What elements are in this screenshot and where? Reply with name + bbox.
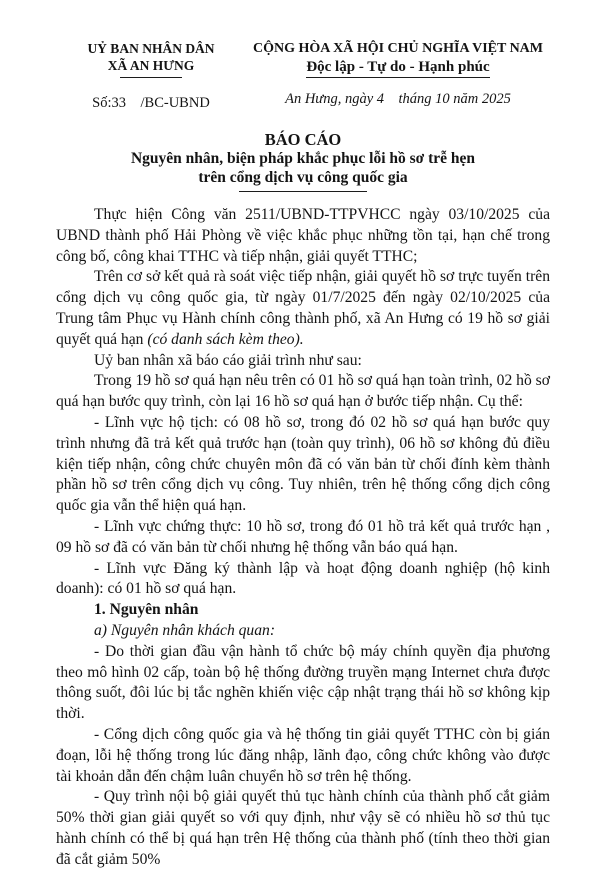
paragraph-field-dang-ky: - Lĩnh vực Đăng ký thành lập và hoạt động doanh nghiệp (hộ kinh doanh): có 01 hồ sơ quá hạn. [56, 559, 550, 598]
doc-subject-line1: Nguyên nhân, biện pháp khắc phục lỗi hồ sơ trễ hẹn [130, 150, 476, 167]
doc-type-title: BÁO CÁO [264, 130, 342, 149]
paragraph-summary: Trong 19 hồ sơ quá hạn nêu trên có 01 hồ sơ quá hạn toàn trình, 02 hồ sơ quá hạn bước quy trình, còn lại 16 hồ sơ quá hạn ở bước tiếp nhận. Cụ thể: [56, 372, 550, 411]
title-underline-rule [239, 191, 367, 192]
paragraph-intro-2-attachment-note: (có danh sách kèm theo). [147, 330, 304, 348]
document-number: Số:33 /BC-UBND [92, 95, 210, 111]
paragraph-cause-3: - Quy trình nội bộ giải quyết thủ tục hành chính của thành phố cắt giảm 50% thời gian giải quyết so với quy định, như vậy sẽ có nhiều hồ sơ thủ tục hành chính có thể bị quá hạn trên Hệ thống của thành phố (tính theo thời gian đã cắt giảm 50% [56, 788, 550, 868]
paragraph-intro-2-main: Trên cơ sở kết quả rà soát việc tiếp nhận, giải quyết hồ sơ trực tuyến trên cổng dịch vụ công quốc gia, từ ngày 01/7/2025 đến ngày 02/10/2025 của Trung tâm Phục vụ Hành chính công thành phố, xã An Hưng có 19 hồ sơ giải quyết quá hạn [56, 268, 550, 348]
issuing-org-name: XÃ AN HƯNG [107, 58, 195, 73]
place-date-line: An Hưng, ngày 4 tháng 10 năm 2025 [285, 91, 511, 107]
national-header-block [246, 40, 550, 112]
issuing-org-block [56, 40, 246, 112]
paragraph-intro-2 [56, 267, 550, 350]
heading-nguyen-nhan: 1. Nguyên nhân [94, 601, 199, 619]
document-body [56, 205, 550, 871]
national-motto-wrap [246, 58, 550, 78]
subheading-khach-quan: a) Nguyên nhân khách quan: [94, 621, 276, 639]
document-header [56, 40, 550, 112]
national-motto: Độc lập - Tự do - Hạnh phúc [306, 58, 489, 78]
paragraph-intro-1: Thực hiện Công văn 2511/UBND-TTPVHCC ngày 03/10/2025 của UBND thành phố Hải Phòng về việc khắc phục những tồn tại, hạn chế trong công bố, công khai TTHC và tiếp nhận, giải quyết TTHC; [56, 206, 550, 265]
national-title: CỘNG HÒA XÃ HỘI CHỦ NGHĨA VIỆT NAM [252, 41, 543, 56]
doc-subject-line2: trên cổng dịch vụ công quốc gia [198, 168, 408, 186]
org-underline-rule [120, 77, 182, 78]
paragraph-field-chung-thuc: - Lĩnh vực chứng thực: 10 hồ sơ, trong đó 01 hồ trả kết quả trước hạn , 09 hồ sơ đã có văn bản từ chối nhưng hệ thống vẫn báo quá hạn. [56, 517, 550, 556]
paragraph-cause-1: - Do thời gian đầu vận hành tổ chức bộ máy chính quyền địa phương theo mô hình 02 cấp, toàn bộ hệ thống đường truyền mạng Internet chưa được thông suốt, đôi lúc bị tắc nghẽn khiến việc cập nhật trạng thái hồ sơ không kịp thời. [56, 642, 550, 723]
paragraph-report-lead: Uỷ ban nhân xã báo cáo giải trình như sau: [94, 351, 362, 369]
paragraph-cause-2: - Cổng dịch công quốc gia và hệ thống tin giải quyết TTHC còn bị gián đoạn, lỗi hệ thống trong lúc đăng nhập, lãnh đạo, công chức không vào được tài khoản dẫn đến chậm luân chuyển hồ sơ trên hệ thống. [56, 725, 550, 785]
issuing-org-parent: UỶ BAN NHÂN DÂN [87, 41, 215, 56]
title-block [56, 130, 550, 192]
paragraph-field-ho-tich: - Lĩnh vực hộ tịch: có 08 hồ sơ, trong đó 02 hồ sơ quá hạn bước quy trình nhưng đã trả kết quả trước hạn (toàn quy trình), 06 hồ sơ không đủ điều kiện tiếp nhận, công chức chuyên môn đã có văn bản từ chối đính kèm thành phần hồ sơ trên cổng dịch vụ công. Tuy nhiên, trên hệ thống cổng dịch công quốc gia vẫn thể hiện quá hạn. [56, 413, 550, 515]
